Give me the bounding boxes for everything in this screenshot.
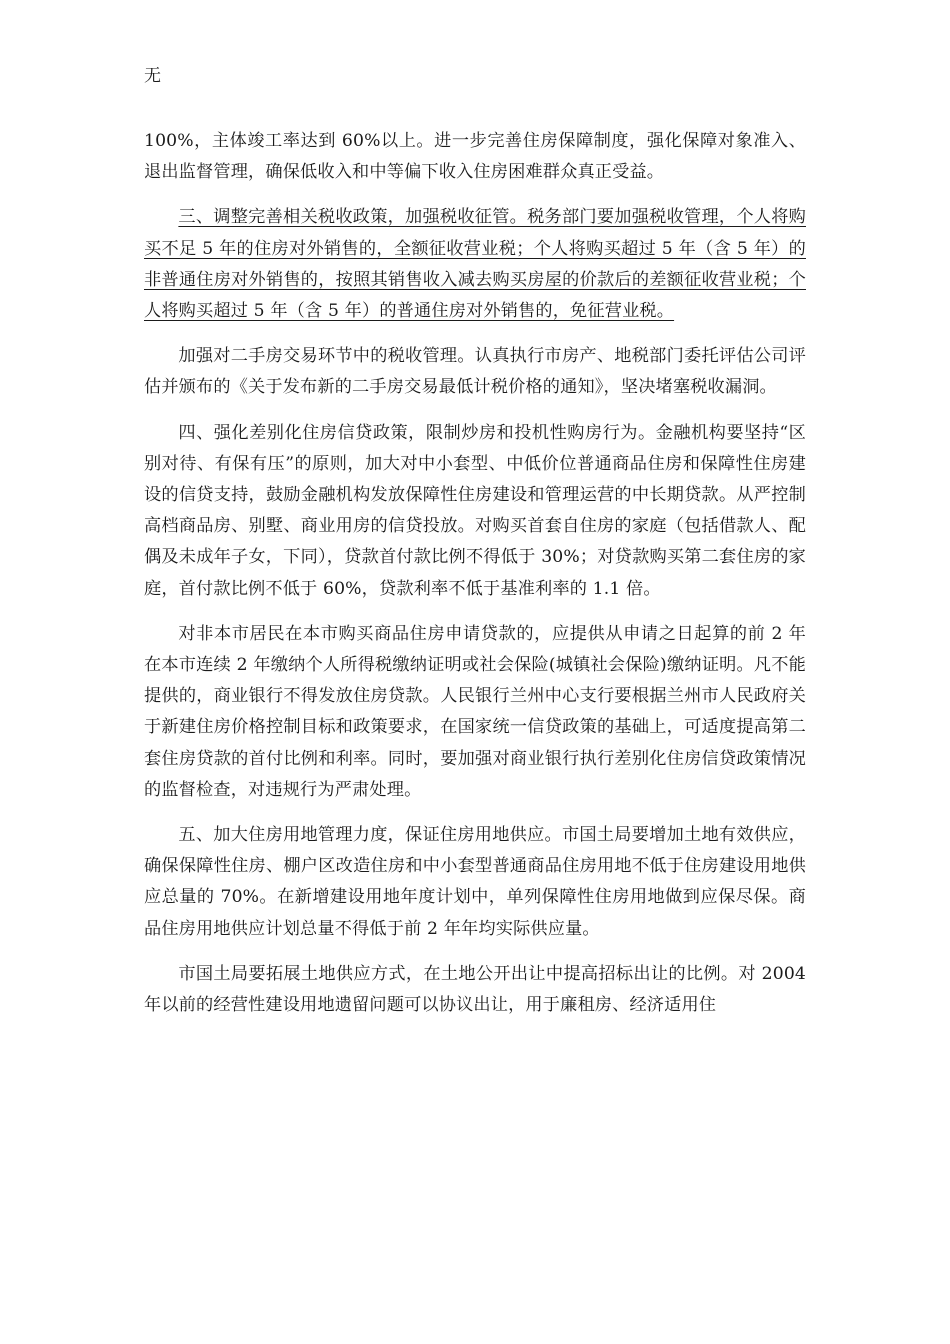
paragraph-land-supply: 五、加大住房用地管理力度，保证住房用地供应。市国土局要增加土地有效供应，确保保障性住房、棚户区改造住房和中小套型普通商品住房用地不低于住房建设用地供应总量的 70%。在新增建设用地年度计划中，单列保障性住房用地做到应保尽保。商品住房用地供应计划总量不得低于前 2 年年均实际供应量。 <box>144 825 806 939</box>
paragraph-housing-completion: 100%，主体竣工率达到 60%以上。进一步完善住房保障制度，强化保障对象准入、退出监督管理，确保低收入和中等偏下收入住房困难群众真正受益。 <box>144 131 806 183</box>
paragraph-second-hand-tax: 加强对二手房交易环节中的税收管理。认真执行市房产、地税部门委托评估公司评估并颁布的《关于发布新的二手房交易最低计税价格的通知》，坚决堵塞税收漏洞。 <box>144 346 806 398</box>
paragraph-nonresident-loans: 对非本市居民在本市购买商品住房申请贷款的，应提供从申请之日起算的前 2 年在本市连续 2 年缴纳个人所得税缴纳证明或社会保险(城镇社会保险)缴纳证明。凡不能提供的，商业银行不得发放住房贷款。人民银行兰州中心支行要根据兰州市人民政府关于新建住房价格控制目标和政策要求，在国家统一信贷政策的基础上，可适度提高第二套住房贷款的首付比例和利率。同时，要加强对商业银行执行差别化住房信贷政策情况的监督检查，对违规行为严肃处理。 <box>144 623 806 800</box>
paragraph-credit-policy: 四、强化差别化住房信贷政策，限制炒房和投机性购房行为。金融机构要坚持“区别对待、有保有压”的原则，加大对中小套型、中低价位普通商品住房和保障性住房建设的信贷支持，鼓励金融机构发放保障性住房建设和管理运营的中长期贷款。从严控制高档商品房、别墅、商业用房的信贷投放。对购买首套自住房的家庭（包括借款人、配偶及未成年子女，下同），贷款首付款比例不得低于 30%；对贷款购买第二套住房的家庭，首付款比例不低于 60%，贷款利率不低于基准利率的 1.1 倍。 <box>144 422 806 599</box>
paragraph-tax-policy: 三、调整完善相关税收政策，加强税收征管。税务部门要加强税收管理，个人将购买不足 5 年的住房对外销售的，全额征收营业税；个人将购买超过 5 年（含 5 年）的非普通住房对外销售的，按照其销售收入减去购买房屋的价款后的差额征收营业税；个人将购买超过 5 年（含 5 年）的普通住房对外销售的，免征营业税。 <box>144 207 806 322</box>
paragraph-land-methods: 市国土局要拓展土地供应方式，在土地公开出让中提高招标出让的比例。对 2004 年以前的经营性建设用地遗留问题可以协议出让，用于廉租房、经济适用住 <box>144 963 806 1016</box>
document-body <box>144 126 806 1035</box>
header-mark: 无 <box>144 66 161 86</box>
